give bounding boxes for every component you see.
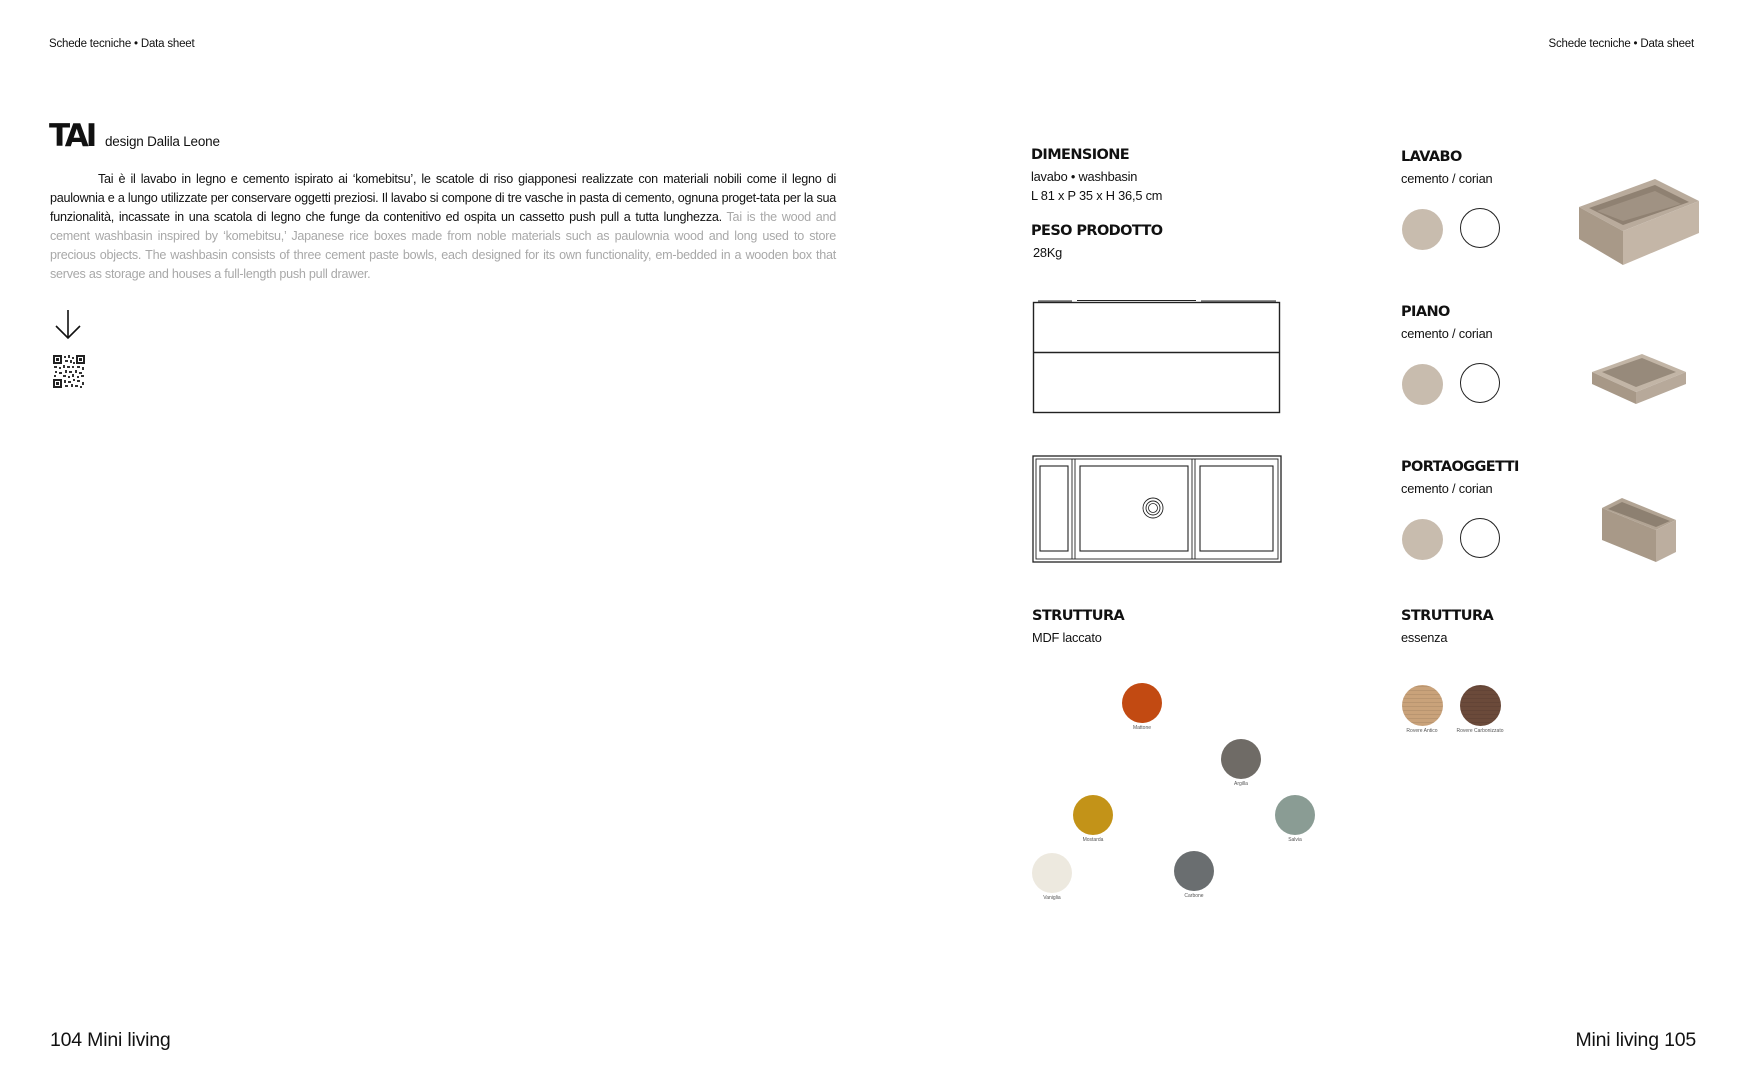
- piano-render-image: [1590, 350, 1688, 408]
- color-swatch-label: Salvia: [1288, 837, 1302, 843]
- piano-title: PIANO: [1401, 304, 1450, 320]
- designer-credit: design Dalila Leone: [105, 134, 220, 149]
- wood-swatch-1: [1460, 685, 1501, 726]
- dimensione-line1: lavabo • washbasin: [1031, 169, 1138, 184]
- top-view-drawing: [1032, 455, 1282, 563]
- page-number-right: Mini living 105: [1575, 1029, 1696, 1051]
- running-head-right: Schede tecniche • Data sheet: [1548, 38, 1694, 50]
- portaoggetti-title: PORTAOGGETTI: [1401, 459, 1519, 475]
- color-swatch-vaniglia: [1032, 853, 1072, 893]
- peso-title: PESO PRODOTTO: [1031, 223, 1163, 239]
- running-head-left: Schede tecniche • Data sheet: [49, 38, 195, 50]
- color-swatch-label: Argilla: [1234, 781, 1248, 787]
- description-italian: Tai è il lavabo in legno e cemento ispirato ai ‘komebitsu’, le scatole di riso giapponesi realizzate con materiali nobili come il legno di paulownia e a lungo utilizzate per conservare oggetti preziosi. Il lavabo si compone di tre vasche in pasta di cemento, ognuna proget-tata per la sua funzionalità, incassate in una scatola di legno che funge da contenitivo ed ospita un cassetto push pull a tutta lunghezza.: [50, 172, 836, 224]
- portaoggetti-render-image: [1600, 496, 1678, 566]
- color-swatch-mostarda: [1073, 795, 1113, 835]
- arrow-down-icon[interactable]: [53, 309, 83, 341]
- dimensione-title: DIMENSIONE: [1031, 147, 1130, 163]
- wood-swatch-label: Rovere Antico: [1406, 728, 1438, 734]
- portaoggetti-corian-swatch: [1460, 518, 1500, 558]
- wood-swatch-0: [1402, 685, 1443, 726]
- wood-swatch-label: Rovere Carbonizzato: [1456, 728, 1504, 734]
- front-view-drawing: [1032, 299, 1282, 415]
- peso-value: 28Kg: [1033, 245, 1063, 260]
- piano-corian-swatch: [1460, 363, 1500, 403]
- page-number-left: 104 Mini living: [50, 1029, 171, 1051]
- color-swatch-label: Mattone: [1132, 725, 1152, 731]
- color-swatch-mattone: [1122, 683, 1162, 723]
- color-swatch-salvia: [1275, 795, 1315, 835]
- lavabo-title: LAVABO: [1401, 149, 1462, 165]
- piano-value: cemento / corian: [1401, 326, 1493, 341]
- lavabo-render-image: [1575, 175, 1703, 267]
- qr-code-icon[interactable]: [53, 355, 85, 388]
- portaoggetti-value: cemento / corian: [1401, 481, 1493, 496]
- color-swatch-argilla: [1221, 739, 1261, 779]
- struttura-mdf-value: MDF laccato: [1032, 630, 1102, 645]
- description-english: Tai is the wood and cement washbasin inspired by ‘komebitsu,’ Japanese rice boxes made from noble materials such as paulownia wood and long used to store precious objects. The washbasin consists of three cement paste bowls, each designed for its own functionality, em-bedded in a wooden box that serves as storage and houses a full-length push pull drawer.: [50, 210, 836, 281]
- lavabo-cemento-swatch: [1402, 209, 1443, 250]
- struttura-essenza-title: STRUTTURA: [1401, 608, 1494, 624]
- product-name: TAI: [49, 118, 95, 154]
- product-description: [50, 170, 836, 284]
- struttura-mdf-title: STRUTTURA: [1032, 608, 1125, 624]
- color-swatch-label: Carbone: [1184, 893, 1204, 899]
- color-swatch-label: Vaniglia: [1043, 895, 1061, 901]
- lavabo-corian-swatch: [1460, 208, 1500, 248]
- color-swatch-carbone: [1174, 851, 1214, 891]
- color-swatch-label: Mostarda: [1082, 837, 1104, 843]
- struttura-essenza-value: essenza: [1401, 630, 1448, 645]
- lavabo-value: cemento / corian: [1401, 171, 1493, 186]
- dimensione-line2: L 81 x P 35 x H 36,5 cm: [1031, 188, 1163, 203]
- piano-cemento-swatch: [1402, 364, 1443, 405]
- portaoggetti-cemento-swatch: [1402, 519, 1443, 560]
